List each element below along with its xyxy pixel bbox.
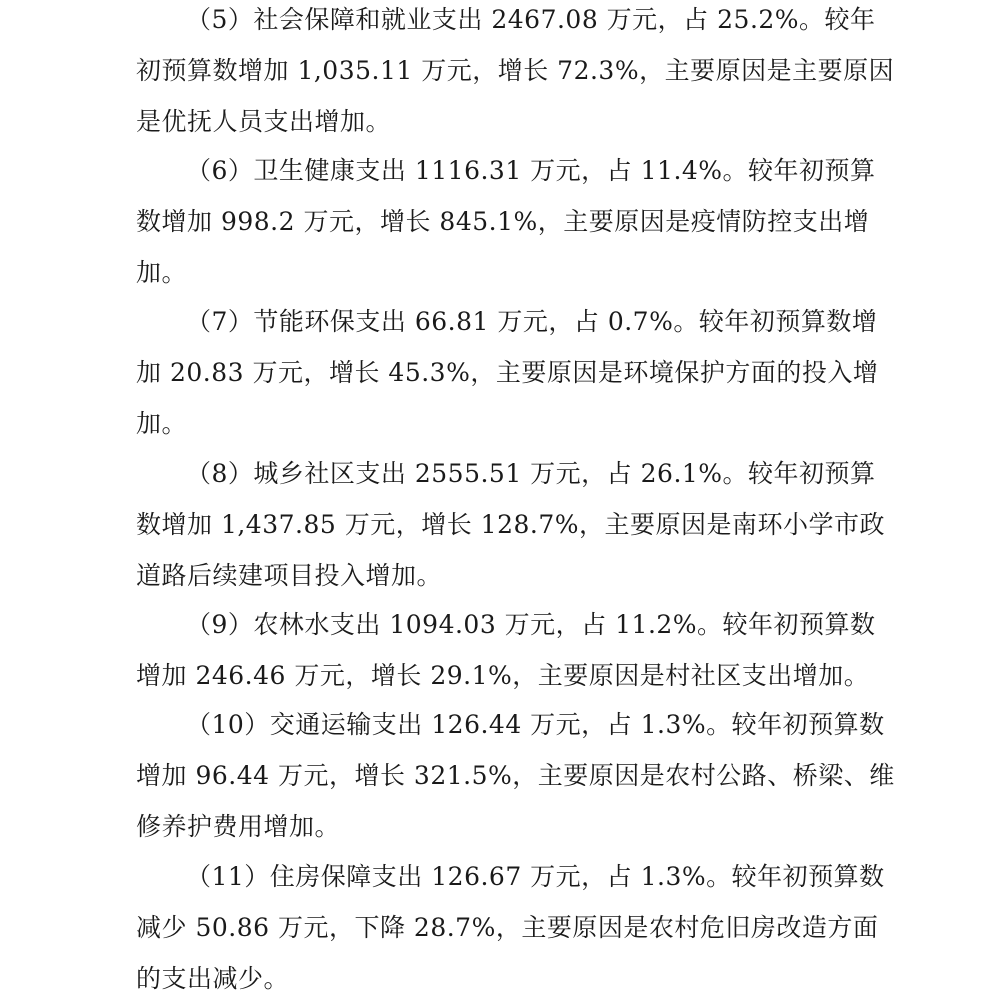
paragraph-item-9: （9）农林水支出 1094.03 万元，占 11.2%。较年初预算数增加 246.46 万元，增长 29.1%，主要原因是村社区支出增加。 <box>136 610 876 690</box>
paragraph-item-6: （6）卫生健康支出 1116.31 万元，占 11.4%。较年初预算数增加 998.2 万元，增长 845.1%，主要原因是疫情防控支出增加。 <box>136 156 876 287</box>
paragraph-item-5: （5）社会保障和就业支出 2467.08 万元，占 25.2%。较年初预算数增加 1,035.11 万元，增长 72.3%，主要原因是主要原因是优抚人员支出增加。 <box>136 5 895 136</box>
paragraph-item-8: （8）城乡社区支出 2555.51 万元，占 26.1%。较年初预算数增加 1,437.85 万元，增长 128.7%，主要原因是南环小学市政道路后续建项目投入增加。 <box>136 459 885 590</box>
paragraph-item-7: （7）节能环保支出 66.81 万元，占 0.7%。较年初预算数增加 20.83 万元，增长 45.3%，主要原因是环境保护方面的投入增加。 <box>136 307 879 438</box>
paragraph-item-10: （10）交通运输支出 126.44 万元，占 1.3%。较年初预算数增加 96.44 万元，增长 321.5%，主要原因是农村公路、桥梁、维修养护费用增加。 <box>136 710 895 841</box>
paragraph-item-11: （11）住房保障支出 126.67 万元，占 1.3%。较年初预算数减少 50.86 万元，下降 28.7%，主要原因是农村危旧房改造方面的支出减少。 <box>136 862 885 993</box>
